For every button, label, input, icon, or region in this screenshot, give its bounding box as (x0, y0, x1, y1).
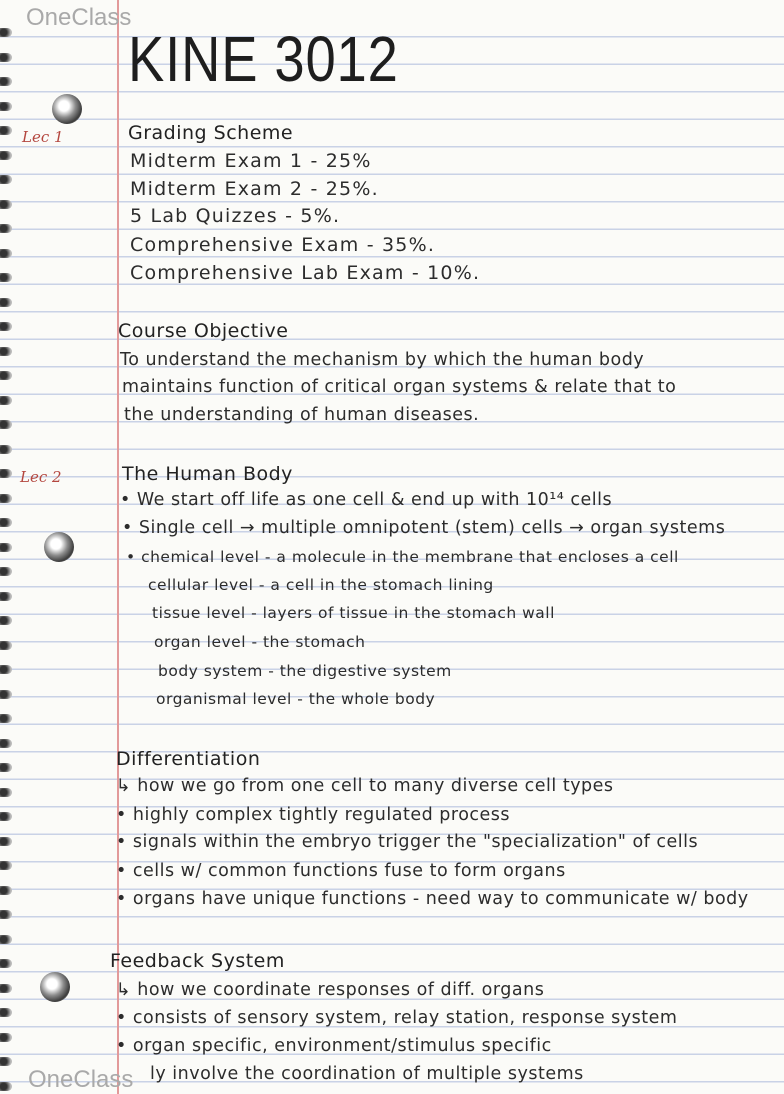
spiral-ring-icon (0, 77, 12, 86)
spiral-ring-icon (0, 935, 12, 944)
punch-hole-icon (44, 532, 74, 562)
spiral-ring-icon (0, 28, 12, 37)
spiral-ring-icon (0, 518, 12, 527)
human-body-line: • We start off life as one cell & end up with 10¹⁴ cells (120, 490, 613, 510)
margin-label-lec1: Lec 1 (22, 128, 64, 146)
spiral-ring-icon (0, 396, 12, 405)
spiral-ring-icon (0, 616, 12, 625)
objective-heading: Course Objective (118, 320, 289, 342)
spiral-ring-icon (0, 420, 12, 429)
human-body-line: cellular level - a cell in the stomach lining (148, 576, 494, 594)
spiral-binding (0, 10, 14, 1094)
grading-item: Comprehensive Exam - 35%. (130, 234, 436, 256)
objective-line: maintains function of critical organ systems & relate that to (122, 377, 677, 397)
spiral-ring-icon (0, 763, 12, 772)
spiral-ring-icon (0, 739, 12, 748)
spiral-ring-icon (0, 910, 12, 919)
spiral-ring-icon (0, 322, 12, 331)
spiral-ring-icon (0, 861, 12, 870)
grading-heading: Grading Scheme (128, 122, 294, 144)
differentiation-line: • highly complex tightly regulated process (116, 805, 511, 825)
human-body-line: • chemical level - a molecule in the membrane that encloses a cell (126, 548, 679, 566)
spiral-ring-icon (0, 592, 12, 601)
differentiation-heading: Differentiation (116, 748, 261, 770)
spiral-ring-icon (0, 837, 12, 846)
objective-line: To understand the mechanism by which the human body (120, 350, 645, 370)
human-body-line: body system - the digestive system (158, 662, 452, 680)
spiral-ring-icon (0, 347, 12, 356)
human-body-heading: The Human Body (122, 463, 293, 485)
spiral-ring-icon (0, 1033, 12, 1042)
human-body-line: organismal level - the whole body (156, 690, 436, 708)
spiral-ring-icon (0, 959, 12, 968)
spiral-ring-icon (0, 812, 12, 821)
grading-item: Midterm Exam 2 - 25%. (130, 178, 379, 200)
margin-line (117, 0, 119, 1094)
spiral-ring-icon (0, 543, 12, 552)
punch-hole-icon (52, 94, 82, 124)
spiral-ring-icon (0, 53, 12, 62)
spiral-ring-icon (0, 126, 12, 135)
differentiation-line: • cells w/ common functions fuse to form organs (116, 861, 566, 881)
spiral-ring-icon (0, 298, 12, 307)
spiral-ring-icon (0, 102, 12, 111)
spiral-ring-icon (0, 151, 12, 160)
spiral-ring-icon (0, 567, 12, 576)
punch-hole-icon (40, 972, 70, 1002)
spiral-ring-icon (0, 469, 12, 478)
feedback-line: ly involve the coordination of multiple systems (150, 1064, 584, 1084)
spiral-ring-icon (0, 1082, 12, 1091)
feedback-line: ↳ how we coordinate responses of diff. organs (116, 980, 545, 1000)
spiral-ring-icon (0, 886, 12, 895)
feedback-line: • organ specific, environment/stimulus specific (116, 1036, 552, 1056)
grading-item: Midterm Exam 1 - 25% (130, 150, 372, 172)
spiral-ring-icon (0, 1008, 12, 1017)
differentiation-line: ↳ how we go from one cell to many diverse cell types (116, 776, 614, 796)
differentiation-line: • organs have unique functions - need way to communicate w/ body (116, 889, 749, 909)
objective-line: the understanding of human diseases. (124, 405, 480, 425)
spiral-ring-icon (0, 788, 12, 797)
human-body-line: organ level - the stomach (154, 633, 366, 651)
spiral-ring-icon (0, 714, 12, 723)
spiral-ring-icon (0, 175, 12, 184)
differentiation-line: • signals within the embryo trigger the "specialization" of cells (116, 832, 699, 852)
spiral-ring-icon (0, 371, 12, 380)
human-body-line: • Single cell → multiple omnipotent (stem) cells → organ systems (122, 518, 726, 538)
margin-label-lec2: Lec 2 (20, 468, 62, 486)
grading-item: Comprehensive Lab Exam - 10%. (130, 262, 481, 284)
spiral-ring-icon (0, 200, 12, 209)
spiral-ring-icon (0, 494, 12, 503)
spiral-ring-icon (0, 641, 12, 650)
oneclass-logo-bottom: OneClass (28, 1066, 134, 1093)
spiral-ring-icon (0, 984, 12, 993)
spiral-ring-icon (0, 1057, 12, 1066)
feedback-line: • consists of sensory system, relay station, response system (116, 1008, 678, 1028)
spiral-ring-icon (0, 690, 12, 699)
oneclass-logo-top: OneClass (26, 4, 132, 31)
spiral-ring-icon (0, 249, 12, 258)
grading-item: 5 Lab Quizzes - 5%. (130, 205, 341, 227)
feedback-heading: Feedback System (110, 950, 285, 972)
spiral-ring-icon (0, 665, 12, 674)
page-title: KINE 3012 (128, 23, 399, 95)
spiral-ring-icon (0, 224, 12, 233)
spiral-ring-icon (0, 273, 12, 282)
human-body-line: tissue level - layers of tissue in the stomach wall (152, 604, 555, 622)
spiral-ring-icon (0, 445, 12, 454)
